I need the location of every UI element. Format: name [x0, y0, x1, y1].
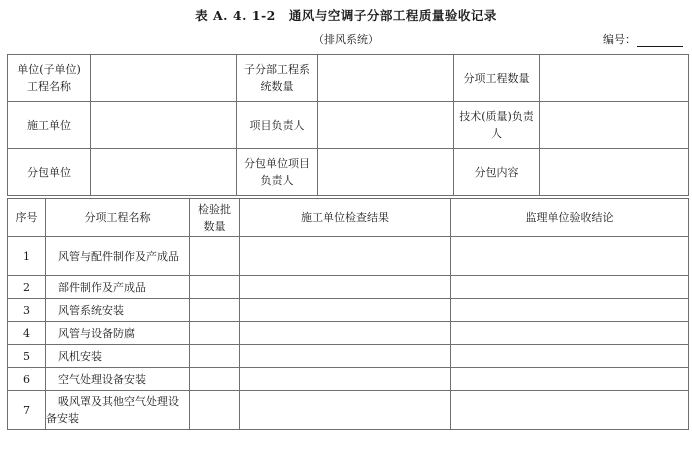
- table-row: [8, 322, 689, 345]
- row-name: 风管与设备防腐: [46, 322, 190, 345]
- row-inspection-cell[interactable]: [240, 368, 451, 391]
- row-name: 吸风罩及其他空气处理设备安装: [46, 391, 190, 430]
- row-name: 部件制作及产成品: [46, 276, 190, 299]
- row-inspection-cell[interactable]: [240, 391, 451, 430]
- row-seq: 6: [8, 368, 46, 391]
- row-inspection-cell[interactable]: [240, 276, 451, 299]
- row-batches-cell[interactable]: [190, 322, 240, 345]
- row-conclusion-cell[interactable]: [451, 276, 689, 299]
- table-row: [8, 276, 689, 299]
- row-inspection-cell[interactable]: [240, 345, 451, 368]
- construction-unit-value[interactable]: [91, 102, 237, 149]
- row-seq: 2: [8, 276, 46, 299]
- table-row: [8, 391, 689, 430]
- row-inspection-cell[interactable]: [240, 299, 451, 322]
- project-lead-label: 项目负责人: [237, 102, 318, 149]
- items-table: [7, 198, 689, 430]
- row-seq: 4: [8, 322, 46, 345]
- row-batches-cell[interactable]: [190, 368, 240, 391]
- subcontractor-lead-value[interactable]: [318, 149, 454, 196]
- tech-lead-value[interactable]: [540, 102, 689, 149]
- subcontractor-lead-label: 分包单位项目负责人: [237, 149, 318, 196]
- row-name: 风机安装: [46, 345, 190, 368]
- doc-number: [603, 31, 683, 47]
- row-name: 风管与配件制作及产成品: [46, 237, 190, 276]
- doc-number-field[interactable]: [637, 34, 683, 47]
- subcontractor-label: 分包单位: [8, 149, 91, 196]
- table-row: [8, 368, 689, 391]
- tech-lead-label: 技术(质量)负责人: [454, 102, 540, 149]
- row-batches-cell[interactable]: [190, 391, 240, 430]
- doc-number-label: 编号：: [603, 33, 636, 46]
- row-name: 风管系统安装: [46, 299, 190, 322]
- table-row: [8, 237, 689, 276]
- row-conclusion-cell[interactable]: [451, 391, 689, 430]
- row-conclusion-cell[interactable]: [451, 299, 689, 322]
- row-inspection-cell[interactable]: [240, 237, 451, 276]
- row-inspection-cell[interactable]: [240, 322, 451, 345]
- row-conclusion-cell[interactable]: [451, 345, 689, 368]
- subdiv-value[interactable]: [318, 55, 454, 102]
- row-name: 空气处理设备安装: [46, 368, 190, 391]
- unit-label: 单位(子单位)工程名称: [8, 55, 91, 102]
- construction-unit-label: 施工单位: [8, 102, 91, 149]
- row-seq: 7: [8, 391, 46, 430]
- row-batches-cell[interactable]: [190, 345, 240, 368]
- table-row: [8, 299, 689, 322]
- row-conclusion-cell[interactable]: [451, 322, 689, 345]
- conclusion-header: 监理单位验收结论: [451, 199, 689, 237]
- row-conclusion-cell[interactable]: [451, 237, 689, 276]
- form-title: 表 A. 4. 1-2 通风与空调子分部工程质量验收记录: [195, 8, 497, 23]
- row-conclusion-cell[interactable]: [451, 368, 689, 391]
- project-lead-value[interactable]: [318, 102, 454, 149]
- row-batches-cell[interactable]: [190, 237, 240, 276]
- row-batches-cell[interactable]: [190, 299, 240, 322]
- form-subtitle: （排风系统）: [313, 33, 379, 46]
- row-seq: 1: [8, 237, 46, 276]
- row-seq: 3: [8, 299, 46, 322]
- name-header: 分项工程名称: [46, 199, 190, 237]
- subcontractor-value[interactable]: [91, 149, 237, 196]
- subitem-count-value[interactable]: [540, 55, 689, 102]
- row-batches-cell[interactable]: [190, 276, 240, 299]
- subdiv-label: 子分部工程系统数量: [237, 55, 318, 102]
- inspection-header: 施工单位检查结果: [240, 199, 451, 237]
- row-seq: 5: [8, 345, 46, 368]
- seq-header: 序号: [8, 199, 46, 237]
- table-row: [8, 345, 689, 368]
- subcontract-content-label: 分包内容: [454, 149, 540, 196]
- subitem-count-label: 分项工程数量: [454, 55, 540, 102]
- subcontract-content-value[interactable]: [540, 149, 689, 196]
- unit-value[interactable]: [91, 55, 237, 102]
- batches-header: 检验批数量: [190, 199, 240, 237]
- project-info-table: [7, 54, 689, 196]
